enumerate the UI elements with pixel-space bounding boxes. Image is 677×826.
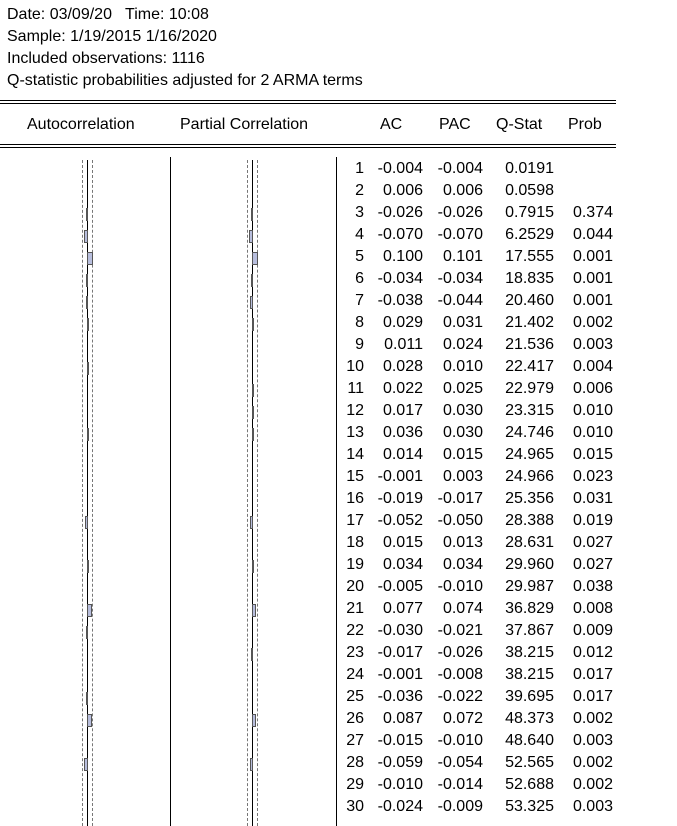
prob-cell: 0.027	[572, 534, 613, 551]
lag-cell: 18	[346, 534, 364, 551]
lag-cell: 21	[346, 600, 364, 617]
qstat-cell: 53.325	[505, 798, 554, 815]
qstat-cell: 48.640	[505, 732, 554, 749]
ac-cell: -0.004	[377, 160, 423, 177]
prob-cell: 0.015	[572, 446, 613, 463]
prob-cell: 0.001	[572, 248, 613, 265]
lag-cell: 2	[355, 182, 364, 199]
ac-cell: 0.034	[382, 556, 423, 573]
lag-cell: 5	[355, 248, 364, 265]
pac-cell: -0.010	[437, 578, 483, 595]
lag-cell: 23	[346, 644, 364, 661]
header-rule-1	[0, 144, 616, 145]
prob-cell: 0.027	[572, 556, 613, 573]
qstat-cell: 0.0191	[505, 160, 554, 177]
pac-cell: -0.010	[437, 732, 483, 749]
qstat-cell: 0.0598	[505, 182, 554, 199]
qstat-cell: 48.373	[505, 710, 554, 727]
lag-cell: 3	[355, 204, 364, 221]
pac-cell: 0.030	[442, 424, 483, 441]
col-header-autocorrelation: Autocorrelation	[27, 116, 135, 133]
prob-cell: 0.017	[572, 688, 613, 705]
qstat-cell: 24.746	[505, 424, 554, 441]
prob-cell: 0.019	[572, 512, 613, 529]
pac-cell: 0.030	[442, 402, 483, 419]
lag-cell: 1	[355, 160, 364, 177]
ac-cell: -0.038	[377, 292, 423, 309]
pac-cell: -0.008	[437, 666, 483, 683]
qstat-cell: 6.2529	[505, 226, 554, 243]
qstat-cell: 28.631	[505, 534, 554, 551]
pac-cell: -0.004	[437, 160, 483, 177]
lag-cell: 30	[346, 798, 364, 815]
qstat-cell: 23.315	[505, 402, 554, 419]
qstat-cell: 20.460	[505, 292, 554, 309]
pac-cell: -0.022	[437, 688, 483, 705]
ac-cell: -0.019	[377, 490, 423, 507]
qstat-cell: 39.695	[505, 688, 554, 705]
ac-cell: -0.070	[377, 226, 423, 243]
prob-cell: 0.001	[572, 292, 613, 309]
pac-cell: 0.074	[442, 600, 483, 617]
lag-cell: 19	[346, 556, 364, 573]
pac-cell: -0.034	[437, 270, 483, 287]
lag-cell: 29	[346, 776, 364, 793]
pac-cell: 0.034	[442, 556, 483, 573]
ac-cell: -0.010	[377, 776, 423, 793]
lag-cell: 22	[346, 622, 364, 639]
pac-cell: 0.015	[442, 446, 483, 463]
lag-cell: 24	[346, 666, 364, 683]
ac-cell: -0.036	[377, 688, 423, 705]
prob-cell: 0.004	[572, 358, 613, 375]
ac-cell: 0.022	[382, 380, 423, 397]
pac-cell: -0.070	[437, 226, 483, 243]
ac-cell: -0.015	[377, 732, 423, 749]
ac-cell: 0.011	[384, 336, 423, 353]
qstat-cell: 17.555	[505, 248, 554, 265]
ac-cell: -0.001	[377, 666, 423, 683]
header-rule-2	[0, 147, 616, 148]
qstat-cell: 38.215	[505, 644, 554, 661]
lag-cell: 11	[347, 380, 364, 397]
lag-cell: 15	[346, 468, 364, 485]
qstat-cell: 24.965	[505, 446, 554, 463]
prob-cell: 0.044	[572, 226, 613, 243]
qstat-cell: 38.215	[505, 666, 554, 683]
qstat-cell: 52.565	[505, 754, 554, 771]
pac-cell: -0.009	[437, 798, 483, 815]
prob-cell: 0.002	[572, 754, 613, 771]
pac-cell: -0.026	[437, 204, 483, 221]
header-sample-line: Sample: 1/19/2015 1/16/2020	[7, 28, 217, 45]
prob-cell: 0.002	[572, 710, 613, 727]
qstat-cell: 21.536	[505, 336, 554, 353]
col-header-prob: Prob	[568, 116, 602, 133]
lag-cell: 17	[346, 512, 364, 529]
qstat-cell: 0.7915	[505, 204, 554, 221]
ac-cell: -0.001	[377, 468, 423, 485]
prob-cell: 0.008	[572, 600, 613, 617]
col-header-partial-correlation: Partial Correlation	[180, 116, 309, 133]
prob-cell: 0.010	[572, 402, 613, 419]
col-header-qstat: Q-Stat	[496, 116, 543, 133]
qstat-cell: 29.987	[505, 578, 554, 595]
lag-cell: 28	[346, 754, 364, 771]
pac-cell: -0.054	[437, 754, 483, 771]
prob-cell: 0.031	[572, 490, 613, 507]
lag-cell: 4	[355, 226, 364, 243]
qstat-cell: 18.835	[505, 270, 554, 287]
pac-cell: 0.101	[442, 248, 483, 265]
top-rule-2	[0, 103, 616, 104]
ac-cell: 0.036	[382, 424, 423, 441]
ac-cell: 0.014	[382, 446, 423, 463]
correlogram-table	[0, 158, 677, 826]
header-observations-line: Included observations: 1116	[7, 50, 205, 67]
lag-cell: 14	[346, 446, 364, 463]
qstat-cell: 37.867	[505, 622, 554, 639]
qstat-cell: 24.966	[505, 468, 554, 485]
pac-cell: 0.013	[442, 534, 483, 551]
prob-cell: 0.003	[572, 732, 613, 749]
ac-cell: 0.100	[382, 248, 423, 265]
top-rule-1	[0, 100, 616, 101]
prob-cell: 0.003	[572, 798, 613, 815]
pac-cell: -0.017	[437, 490, 483, 507]
ac-cell: -0.005	[377, 578, 423, 595]
col-header-ac: AC	[380, 116, 403, 133]
lag-cell: 16	[346, 490, 364, 507]
prob-cell: 0.006	[572, 380, 613, 397]
qstat-cell: 36.829	[505, 600, 554, 617]
ac-cell: -0.052	[377, 512, 423, 529]
prob-cell: 0.017	[572, 666, 613, 683]
lag-cell: 27	[346, 732, 364, 749]
qstat-cell: 29.960	[505, 556, 554, 573]
pac-cell: 0.003	[442, 468, 483, 485]
ac-cell: -0.024	[377, 798, 423, 815]
pac-cell: -0.050	[437, 512, 483, 529]
qstat-cell: 28.388	[505, 512, 554, 529]
pac-cell: -0.044	[437, 292, 483, 309]
pac-cell: 0.010	[442, 358, 483, 375]
prob-cell: 0.009	[572, 622, 613, 639]
lag-cell: 6	[355, 270, 364, 287]
prob-cell: 0.003	[572, 336, 613, 353]
pac-cell: -0.026	[437, 644, 483, 661]
prob-cell: 0.010	[572, 424, 613, 441]
pac-cell: 0.025	[442, 380, 483, 397]
lag-cell: 13	[346, 424, 364, 441]
prob-cell: 0.002	[572, 776, 613, 793]
qstat-cell: 21.402	[505, 314, 554, 331]
prob-cell: 0.001	[572, 270, 613, 287]
ac-cell: 0.028	[382, 358, 423, 375]
ac-cell: 0.029	[382, 314, 423, 331]
pac-cell: 0.006	[442, 182, 483, 199]
ac-cell: 0.017	[382, 402, 423, 419]
pac-cell: 0.024	[442, 336, 483, 353]
lag-cell: 9	[355, 336, 364, 353]
prob-cell: 0.012	[572, 644, 613, 661]
ac-cell: -0.026	[377, 204, 423, 221]
lag-cell: 7	[355, 292, 364, 309]
lag-cell: 10	[346, 358, 364, 375]
ac-cell: 0.006	[382, 182, 423, 199]
lag-cell: 20	[346, 578, 364, 595]
ac-cell: -0.034	[377, 270, 423, 287]
pac-cell: -0.014	[437, 776, 483, 793]
qstat-cell: 22.979	[505, 380, 554, 397]
qstat-cell: 22.417	[505, 358, 554, 375]
ac-cell: -0.059	[377, 754, 423, 771]
ac-cell: -0.030	[377, 622, 423, 639]
col-header-pac: PAC	[439, 116, 471, 133]
lag-cell: 26	[346, 710, 364, 727]
ac-cell: -0.017	[377, 644, 423, 661]
lag-cell: 25	[346, 688, 364, 705]
ac-cell: 0.087	[382, 710, 423, 727]
prob-cell: 0.374	[572, 204, 613, 221]
qstat-cell: 52.688	[505, 776, 554, 793]
header-date-line: Date: 03/09/20 Time: 10:08	[7, 6, 209, 23]
prob-cell: 0.023	[572, 468, 613, 485]
pac-cell: 0.072	[442, 710, 483, 727]
qstat-cell: 25.356	[505, 490, 554, 507]
pac-cell: 0.031	[442, 314, 483, 331]
header-qstat-note: Q-statistic probabilities adjusted for 2 ARMA terms	[7, 72, 363, 89]
lag-cell: 8	[355, 314, 364, 331]
prob-cell: 0.002	[572, 314, 613, 331]
ac-cell: 0.077	[382, 600, 423, 617]
prob-cell: 0.038	[572, 578, 613, 595]
ac-cell: 0.015	[382, 534, 423, 551]
pac-cell: -0.021	[437, 622, 483, 639]
lag-cell: 12	[346, 402, 364, 419]
